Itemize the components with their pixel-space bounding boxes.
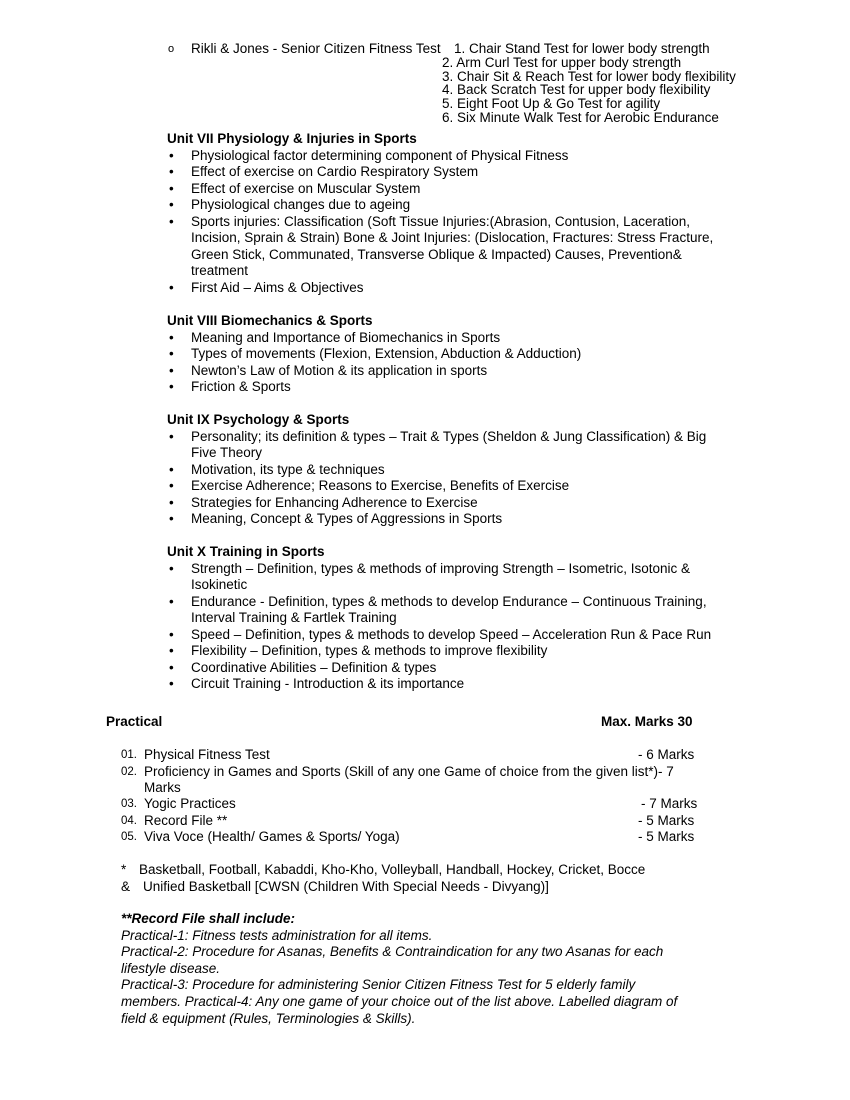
rikli-test-1: 1. Chair Stand Test for lower body strength: [454, 41, 710, 56]
practical-item-number: 02.: [121, 766, 137, 778]
practical-heading: Practical: [106, 714, 163, 729]
list-item: • Flexibility – Definition, types & methods to improve flexibility: [167, 643, 731, 660]
practical-item-text: Physical Fitness Test: [144, 747, 270, 762]
record-file-heading: **Record File shall include:: [121, 911, 296, 926]
list-item: • Physiological changes due to ageing: [167, 197, 731, 214]
practical-item-text: Yogic Practices: [144, 796, 236, 811]
list-item: • Exercise Adherence; Reasons to Exercise, Benefits of Exercise: [167, 478, 731, 495]
practical-item-marks: - 5 Marks: [638, 829, 695, 844]
circle-bullet-icon: o: [168, 43, 175, 55]
footnote-star: *: [121, 862, 127, 877]
rikli-test-4: 4. Back Scratch Test for upper body flexibility: [442, 82, 711, 97]
practical-item-number: 01.: [121, 749, 137, 761]
list-item: • Types of movements (Flexion, Extension, Abduction & Adduction): [167, 346, 731, 363]
unit-bullet-list: [167, 561, 731, 693]
list-item: • Strategies for Enhancing Adherence to Exercise: [167, 495, 731, 512]
list-item: • Newton’s Law of Motion & its application in sports: [167, 363, 731, 380]
practical-item-marks: - 6 Marks: [638, 747, 695, 762]
footnote-games-line: Basketball, Football, Kabaddi, Kho-Kho, Volleyball, Handball, Hockey, Cricket, Bocce: [139, 862, 646, 877]
unit-section-ix: [167, 412, 731, 528]
unit-title: Unit VIII Biomechanics & Sports: [167, 313, 373, 328]
practical-item-text: Proficiency in Games and Sports (Skill of any one Game of choice from the given list*)- 7: [144, 764, 674, 779]
list-item: • Motivation, its type & techniques: [167, 462, 731, 479]
list-item: • Strength – Definition, types & methods of improving Strength – Isometric, Isotonic & Isokinetic: [167, 561, 731, 594]
record-file-line: Practical-2: Procedure for Asanas, Benefits & Contraindication for any two Asanas for each: [121, 944, 664, 959]
list-item: • Meaning, Concept & Types of Aggressions in Sports: [167, 511, 731, 528]
unit-section-vii: [167, 131, 731, 296]
unit-section-viii: [167, 313, 731, 396]
practical-item-number: 03.: [121, 798, 137, 810]
list-item: • Friction & Sports: [167, 379, 731, 396]
list-item: • Endurance - Definition, types & methods to develop Endurance – Continuous Training, Interval Training & Fartlek Training: [167, 594, 731, 627]
unit-bullet-list: [167, 429, 731, 528]
practical-item-marks: - 7 Marks: [641, 796, 698, 811]
practical-item-text: Record File **: [144, 813, 228, 828]
rikli-test-2: 2. Arm Curl Test for upper body strength: [442, 55, 682, 70]
footnote-games-line-2: Unified Basketball [CWSN (Children With Special Needs - Divyang)]: [143, 879, 549, 894]
record-file-line: members. Practical-4: Any one game of your choice out of the list above. Labelled diagram of: [121, 994, 678, 1009]
rikli-test-6: 6. Six Minute Walk Test for Aerobic Endurance: [442, 110, 719, 125]
list-item: • Circuit Training - Introduction & its importance: [167, 676, 731, 693]
footnote-ampersand: &: [121, 879, 131, 894]
practical-item-text: Viva Voce (Health/ Games & Sports/ Yoga): [144, 829, 400, 844]
unit-bullet-list: [167, 330, 731, 396]
list-item: • Coordinative Abilities – Definition & types: [167, 660, 731, 677]
practical-item-number: 04.: [121, 815, 137, 827]
list-item: • Sports injuries: Classification (Soft Tissue Injuries:(Abrasion, Contusion, Laceration, Incision, Sprain & Strain) Bone & Joint Injuries: (Dislocation, Fractures: Stress Fracture, Green Stick, Communated, Transverse Oblique & Impacted) Causes, Prevention& treatment: [167, 214, 731, 280]
max-marks: Max. Marks 30: [601, 714, 693, 729]
list-item: • First Aid – Aims & Objectives: [167, 280, 731, 297]
list-item: • Effect of exercise on Cardio Respiratory System: [167, 164, 731, 181]
practical-item-number: 05.: [121, 831, 137, 843]
record-file-line: field & equipment (Rules, Terminologies & Skills).: [121, 1011, 416, 1026]
rikli-test-3: 3. Chair Sit & Reach Test for lower body flexibility: [442, 69, 736, 84]
list-item: • Speed – Definition, types & methods to develop Speed – Acceleration Run & Pace Run: [167, 627, 731, 644]
list-item: • Meaning and Importance of Biomechanics in Sports: [167, 330, 731, 347]
rikli-test-5: 5. Eight Foot Up & Go Test for agility: [442, 96, 661, 111]
list-item: • Physiological factor determining component of Physical Fitness: [167, 148, 731, 165]
unit-section-x: [167, 544, 731, 693]
unit-title: Unit VII Physiology & Injuries in Sports: [167, 131, 417, 146]
practical-item-marks: - 5 Marks: [638, 813, 695, 828]
record-file-line: lifestyle disease.: [121, 961, 221, 976]
unit-bullet-list: [167, 148, 731, 297]
rikli-lead-text: Rikli & Jones - Senior Citizen Fitness Test: [191, 41, 441, 56]
list-item: • Personality; its definition & types – Trait & Types (Sheldon & Jung Classification) & Big Five Theory: [167, 429, 731, 462]
unit-title: Unit IX Psychology & Sports: [167, 412, 350, 427]
record-file-line: Practical-3: Procedure for administering Senior Citizen Fitness Test for 5 elderly family: [121, 977, 636, 992]
record-file-line: Practical-1: Fitness tests administration for all items.: [121, 928, 433, 943]
unit-title: Unit X Training in Sports: [167, 544, 325, 559]
practical-item-continuation: Marks: [144, 780, 181, 795]
list-item: • Effect of exercise on Muscular System: [167, 181, 731, 198]
